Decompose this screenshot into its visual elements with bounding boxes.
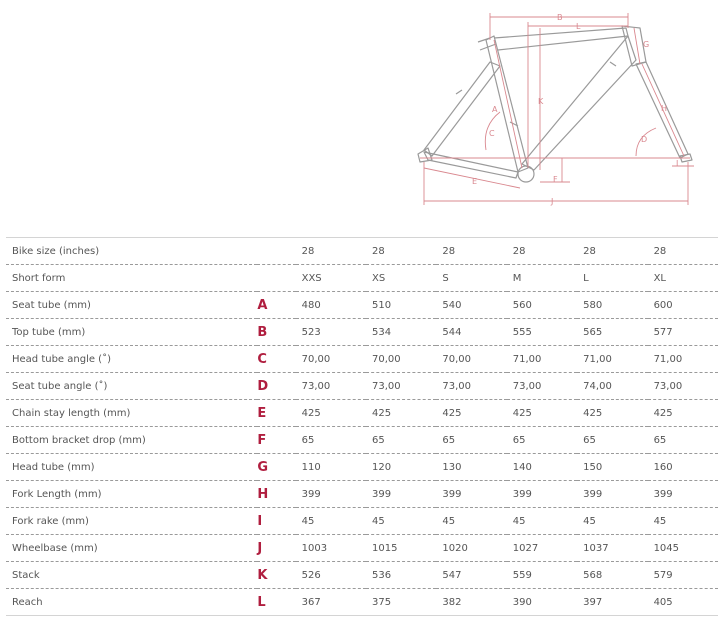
row-value: 1027 bbox=[507, 535, 577, 562]
row-value: 73,00 bbox=[507, 373, 577, 400]
row-value: 70,00 bbox=[366, 346, 436, 373]
row-dimension-letter: L bbox=[257, 589, 295, 616]
row-value: 140 bbox=[507, 454, 577, 481]
row-value: 425 bbox=[507, 400, 577, 427]
row-value: 367 bbox=[296, 589, 366, 616]
row-dimension-letter bbox=[257, 265, 295, 292]
row-value: 65 bbox=[577, 427, 647, 454]
row-value: 71,00 bbox=[577, 346, 647, 373]
row-value: 65 bbox=[296, 427, 366, 454]
row-label: Head tube (mm) bbox=[6, 454, 257, 481]
row-value: 110 bbox=[296, 454, 366, 481]
row-value: 1015 bbox=[366, 535, 436, 562]
row-dimension-letter: E bbox=[257, 400, 295, 427]
row-dimension-letter: K bbox=[257, 562, 295, 589]
row-dimension-letter: B bbox=[257, 319, 295, 346]
row-value: 120 bbox=[366, 454, 436, 481]
row-dimension-letter: D bbox=[257, 373, 295, 400]
row-value: 600 bbox=[648, 292, 718, 319]
row-value: 510 bbox=[366, 292, 436, 319]
row-value: 1037 bbox=[577, 535, 647, 562]
row-value: 399 bbox=[507, 481, 577, 508]
table-row bbox=[6, 535, 718, 562]
row-value: 70,00 bbox=[296, 346, 366, 373]
frame-geometry-diagram bbox=[0, 0, 723, 236]
dim-letter-h: H bbox=[661, 104, 668, 113]
row-value: 580 bbox=[577, 292, 647, 319]
row-value: 568 bbox=[577, 562, 647, 589]
row-value: 579 bbox=[648, 562, 718, 589]
row-value: 425 bbox=[648, 400, 718, 427]
row-value: 425 bbox=[366, 400, 436, 427]
row-value: 45 bbox=[436, 508, 506, 535]
row-value: 45 bbox=[507, 508, 577, 535]
row-value: 28 bbox=[366, 238, 436, 265]
row-dimension-letter: F bbox=[257, 427, 295, 454]
row-value: 73,00 bbox=[436, 373, 506, 400]
row-value: 405 bbox=[648, 589, 718, 616]
row-value: 399 bbox=[577, 481, 647, 508]
row-value: 45 bbox=[577, 508, 647, 535]
row-value: 45 bbox=[648, 508, 718, 535]
dim-letter-f: F bbox=[553, 175, 558, 184]
row-value: 28 bbox=[507, 238, 577, 265]
row-value: 399 bbox=[648, 481, 718, 508]
row-value: 1020 bbox=[436, 535, 506, 562]
dim-letter-c: C bbox=[489, 129, 495, 138]
seat-stay bbox=[424, 62, 500, 156]
dim-letter-b: B bbox=[557, 13, 563, 22]
row-value: 28 bbox=[577, 238, 647, 265]
row-value: 577 bbox=[648, 319, 718, 346]
top-tube bbox=[494, 28, 628, 50]
row-value: 544 bbox=[436, 319, 506, 346]
row-value: 559 bbox=[507, 562, 577, 589]
row-label: Wheelbase (mm) bbox=[6, 535, 257, 562]
row-dimension-letter: C bbox=[257, 346, 295, 373]
row-value: L bbox=[577, 265, 647, 292]
row-label: Fork rake (mm) bbox=[6, 508, 257, 535]
row-value: 425 bbox=[296, 400, 366, 427]
dim-letter-j: J bbox=[551, 197, 554, 206]
table-row bbox=[6, 508, 718, 535]
row-value: 425 bbox=[436, 400, 506, 427]
dim-line-g bbox=[634, 28, 640, 64]
table-row bbox=[6, 400, 718, 427]
row-value: M bbox=[507, 265, 577, 292]
row-value: 74,00 bbox=[577, 373, 647, 400]
row-label: Fork Length (mm) bbox=[6, 481, 257, 508]
table-row bbox=[6, 562, 718, 589]
dim-letter-k: K bbox=[538, 97, 544, 106]
row-value: 1003 bbox=[296, 535, 366, 562]
row-value: 65 bbox=[648, 427, 718, 454]
row-value: 73,00 bbox=[366, 373, 436, 400]
row-value: XS bbox=[366, 265, 436, 292]
row-value: 65 bbox=[366, 427, 436, 454]
row-dimension-letter: G bbox=[257, 454, 295, 481]
row-dimension-letter: J bbox=[257, 535, 295, 562]
row-value: 150 bbox=[577, 454, 647, 481]
row-value: 28 bbox=[648, 238, 718, 265]
row-value: XL bbox=[648, 265, 718, 292]
row-value: 45 bbox=[296, 508, 366, 535]
row-value: 560 bbox=[507, 292, 577, 319]
dim-letter-l: L bbox=[576, 22, 581, 31]
row-value: 71,00 bbox=[507, 346, 577, 373]
row-value: 540 bbox=[436, 292, 506, 319]
row-value: 555 bbox=[507, 319, 577, 346]
geometry-table bbox=[6, 237, 718, 616]
row-label: Chain stay length (mm) bbox=[6, 400, 257, 427]
row-value: 526 bbox=[296, 562, 366, 589]
row-value: 425 bbox=[577, 400, 647, 427]
row-value: 65 bbox=[507, 427, 577, 454]
row-value: 70,00 bbox=[436, 346, 506, 373]
row-value: 375 bbox=[366, 589, 436, 616]
row-value: 390 bbox=[507, 589, 577, 616]
row-label: Bottom bracket drop (mm) bbox=[6, 427, 257, 454]
table-row bbox=[6, 265, 718, 292]
row-value: 397 bbox=[577, 589, 647, 616]
chain-stay bbox=[424, 152, 518, 178]
row-value: 160 bbox=[648, 454, 718, 481]
row-value: XXS bbox=[296, 265, 366, 292]
row-label: Head tube angle (˚) bbox=[6, 346, 257, 373]
row-value: 71,00 bbox=[648, 346, 718, 373]
row-label: Short form bbox=[6, 265, 257, 292]
row-value: 130 bbox=[436, 454, 506, 481]
row-value: 565 bbox=[577, 319, 647, 346]
row-label: Seat tube (mm) bbox=[6, 292, 257, 319]
row-dimension-letter: H bbox=[257, 481, 295, 508]
table-row bbox=[6, 454, 718, 481]
row-value: S bbox=[436, 265, 506, 292]
row-dimension-letter bbox=[257, 238, 295, 265]
seat-tube bbox=[486, 36, 528, 172]
row-value: 399 bbox=[436, 481, 506, 508]
row-value: 73,00 bbox=[648, 373, 718, 400]
dim-line-a bbox=[494, 40, 522, 168]
dim-letter-d: D bbox=[641, 135, 648, 144]
table-row bbox=[6, 238, 718, 265]
table-row bbox=[6, 373, 718, 400]
row-value: 534 bbox=[366, 319, 436, 346]
row-value: 536 bbox=[366, 562, 436, 589]
row-value: 65 bbox=[436, 427, 506, 454]
dim-letter-e: E bbox=[472, 177, 478, 186]
table-row bbox=[6, 346, 718, 373]
row-label: Top tube (mm) bbox=[6, 319, 257, 346]
row-label: Seat tube angle (˚) bbox=[6, 373, 257, 400]
table-row bbox=[6, 292, 718, 319]
row-value: 45 bbox=[366, 508, 436, 535]
row-value: 1045 bbox=[648, 535, 718, 562]
row-value: 399 bbox=[366, 481, 436, 508]
dim-letter-g: G bbox=[643, 40, 650, 49]
row-value: 28 bbox=[296, 238, 366, 265]
table-row bbox=[6, 319, 718, 346]
row-label: Reach bbox=[6, 589, 257, 616]
row-value: 399 bbox=[296, 481, 366, 508]
row-dimension-letter: I bbox=[257, 508, 295, 535]
row-value: 480 bbox=[296, 292, 366, 319]
dim-letter-a: A bbox=[492, 105, 498, 114]
row-dimension-letter: A bbox=[257, 292, 295, 319]
row-value: 523 bbox=[296, 319, 366, 346]
dim-letter-i: I bbox=[676, 159, 679, 168]
row-label: Stack bbox=[6, 562, 257, 589]
row-value: 547 bbox=[436, 562, 506, 589]
row-value: 73,00 bbox=[296, 373, 366, 400]
table-row bbox=[6, 481, 718, 508]
row-label: Bike size (inches) bbox=[6, 238, 257, 265]
row-value: 28 bbox=[436, 238, 506, 265]
row-value: 382 bbox=[436, 589, 506, 616]
table-row bbox=[6, 589, 718, 616]
table-row bbox=[6, 427, 718, 454]
bike-frame bbox=[418, 26, 692, 182]
